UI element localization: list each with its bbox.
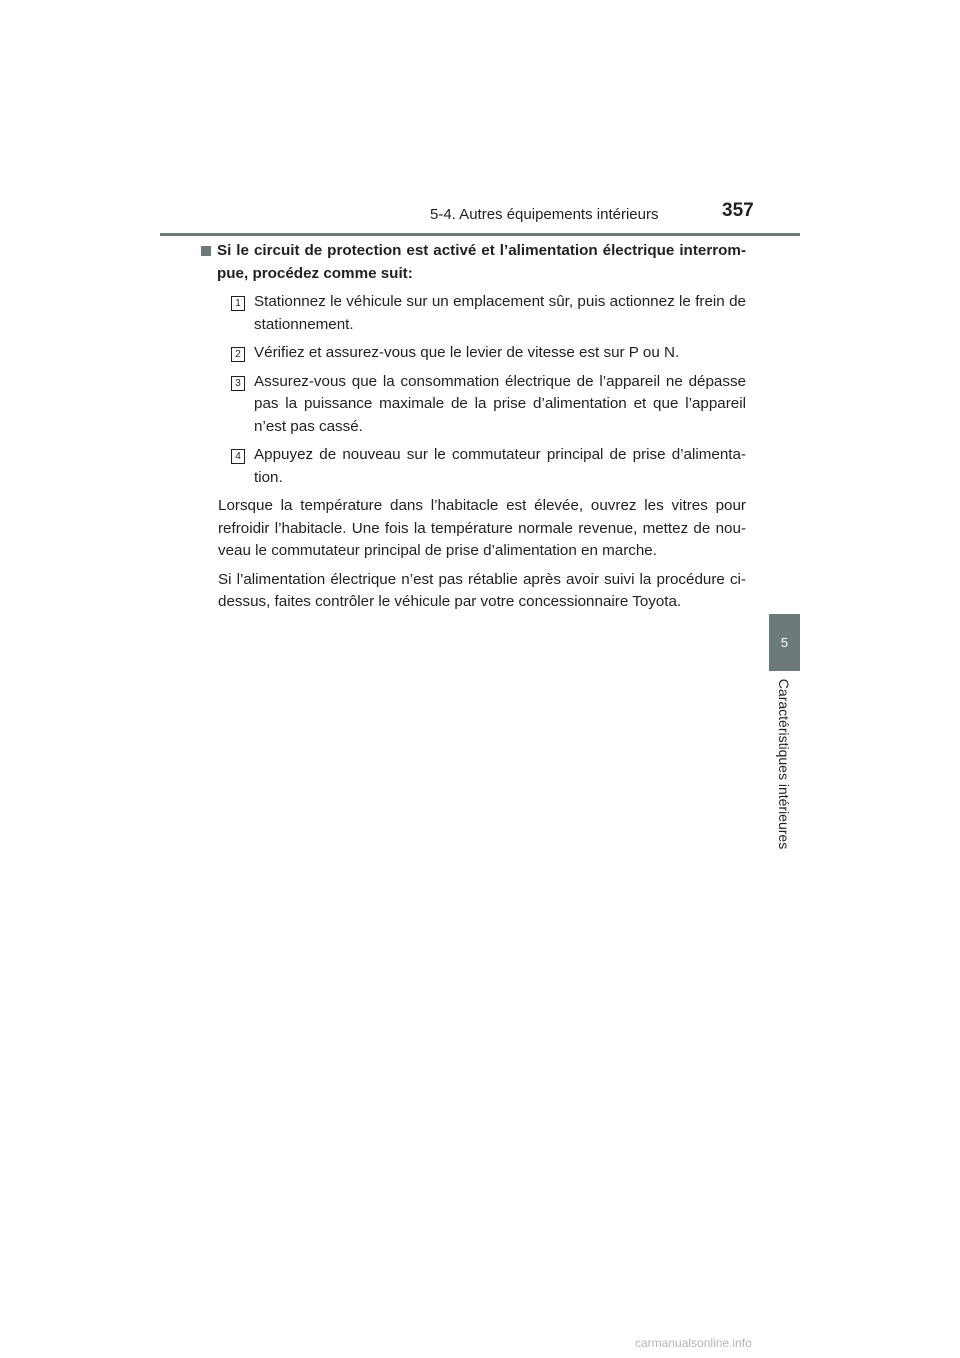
step-text: Appuyez de nouveau sur le commutateur principal de prise d’alimenta-tion. xyxy=(254,446,746,486)
body-paragraph: Lorsque la température dans l’habitacle est élevée, ouvrez les vitres pour refroidir l’habitacle. Une fois la température normale revenue, mettez de nou-veau le commutateur principal de prise d’alimentation en marche. xyxy=(218,497,746,559)
header-divider xyxy=(160,233,800,236)
page-number: 357 xyxy=(722,200,754,221)
step-item xyxy=(201,371,746,439)
step-item xyxy=(201,291,746,336)
step-item xyxy=(201,342,746,365)
step-item xyxy=(201,444,746,489)
step-text: Vérifiez et assurez-vous que le levier de vitesse est sur P ou N. xyxy=(254,344,680,361)
chapter-number: 5 xyxy=(780,635,789,650)
chapter-label: Caractéristiques intérieures xyxy=(776,678,792,850)
step-text: Stationnez le véhicule sur un emplacement sûr, puis actionnez le frein de stationnement. xyxy=(254,293,746,333)
square-bullet-icon xyxy=(201,246,211,256)
chapter-tab xyxy=(769,614,800,671)
section-heading xyxy=(201,240,746,285)
step-number-icon: 2 xyxy=(231,347,245,362)
step-number-icon: 3 xyxy=(231,376,245,391)
section-heading-text: Si le circuit de protection est activé et l’alimentation électrique interrom-pue, procédez comme suit: xyxy=(217,242,746,282)
step-number-icon: 1 xyxy=(231,296,245,311)
body-paragraph: Si l’alimentation électrique n’est pas rétablie après avoir suivi la procédure ci-dessus, faites contrôler le véhicule par votre concessionnaire Toyota. xyxy=(218,570,746,610)
main-content xyxy=(201,240,746,620)
section-title: 5-4. Autres équipements intérieurs xyxy=(430,206,659,223)
step-number-icon: 4 xyxy=(231,449,245,464)
step-text: Assurez-vous que la consommation électrique de l’appareil ne dépasse pas la puissance maximale de la prise d’alimentation et que l’appareil n’est pas cassé. xyxy=(254,372,746,435)
watermark: carmanualsonline.info xyxy=(635,1336,752,1350)
